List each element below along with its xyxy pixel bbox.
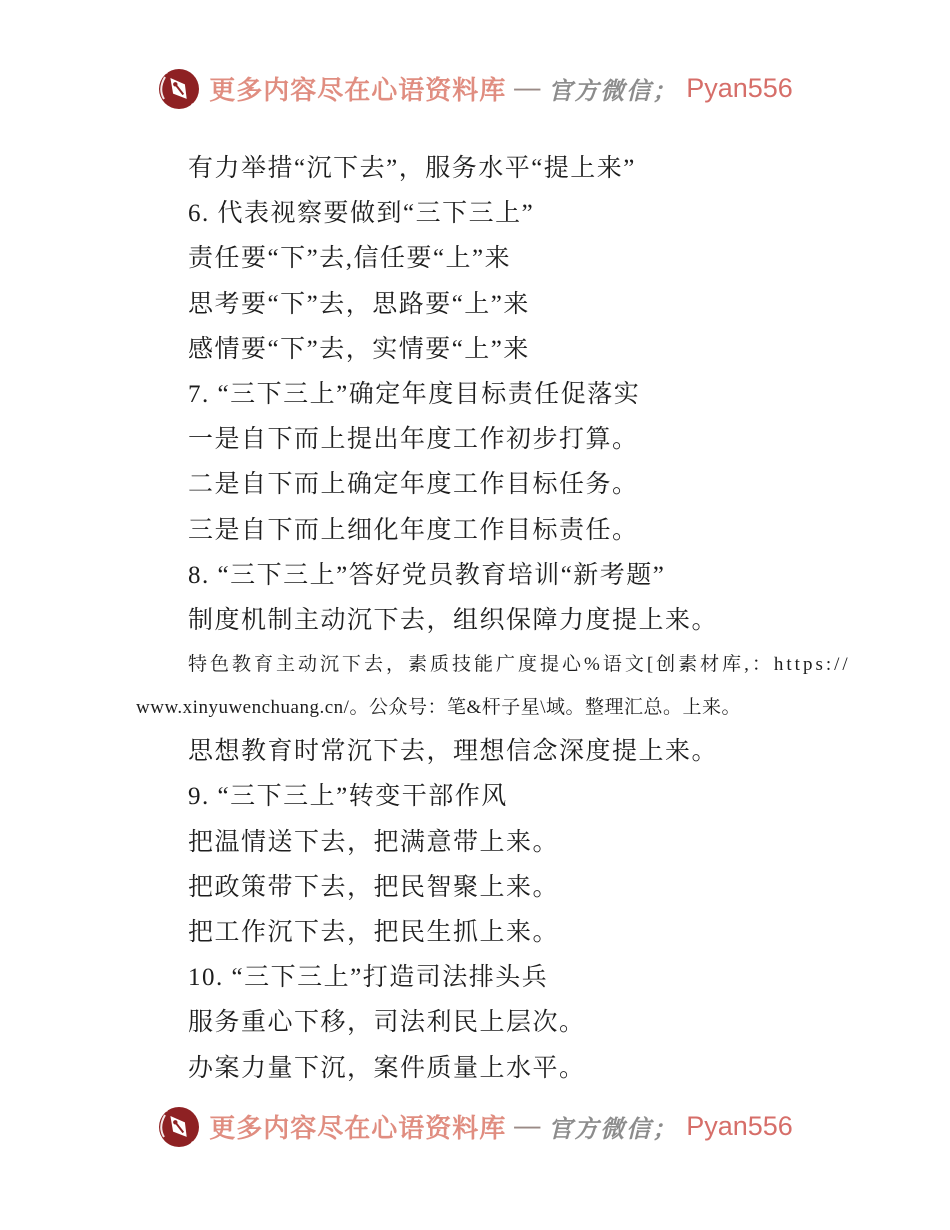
text-line: 8. “三下三上”答好党员教育培训“新考题” xyxy=(188,561,666,589)
text-line: 7. “三下三上”确定年度目标责任促落实 xyxy=(188,381,641,409)
brand-wechat-label: 官方微信； xyxy=(548,78,679,105)
brand-wechat-id: Pyan556 xyxy=(686,1110,793,1141)
text-line: 把工作沉下去，把民生抓上来。 xyxy=(188,919,560,947)
text-line: 把政策带下去，把民智聚上来。 xyxy=(188,873,560,901)
text-line: 感情要“下”去，实情要“上”来 xyxy=(188,335,530,363)
text-line: 制度机制主动沉下去，组织保障力度提上来。 xyxy=(188,607,719,635)
text-line: 一是自下而上提出年度工作初步打算。 xyxy=(188,426,639,454)
text-line: www.xinyuwenchuang.cn/。公众号：笔&杆子星\域。整理汇总。上来。 xyxy=(136,697,741,719)
pen-nib-seal-icon xyxy=(157,1100,201,1152)
text-line: 10. “三下三上”打造司法排头兵 xyxy=(188,964,549,992)
brand-site-text: 更多内容尽在心语资料库 xyxy=(209,75,507,105)
brand-dash: — xyxy=(514,1111,541,1140)
text-line: 6. 代表视察要做到“三下三上” xyxy=(188,200,535,228)
footer-branding xyxy=(0,1100,950,1152)
text-line: 服务重心下移，司法利民上层次。 xyxy=(188,1009,586,1037)
text-line: 把温情送下去，把满意带上来。 xyxy=(188,828,560,856)
brand-site-text: 更多内容尽在心语资料库 xyxy=(209,1113,507,1143)
pen-nib-seal-icon xyxy=(157,62,201,114)
text-line: 二是自下而上确定年度工作目标任务。 xyxy=(188,471,639,499)
header-branding xyxy=(0,62,950,114)
text-line: 办案力量下沉，案件质量上水平。 xyxy=(188,1054,586,1082)
text-line: 责任要“下”去,信任要“上”来 xyxy=(188,245,512,273)
brand-dash: — xyxy=(514,73,541,102)
text-line: 特色教育主动沉下去，素质技能广度提心%语文[创素材库,：https:// xyxy=(188,654,851,676)
brand-wechat-label: 官方微信； xyxy=(548,1116,679,1143)
text-line: 思想教育时常沉下去，理想信念深度提上来。 xyxy=(188,738,719,766)
text-line: 三是自下而上细化年度工作目标责任。 xyxy=(188,516,639,544)
text-line: 有力举措“沉下去”，服务水平“提上来” xyxy=(188,155,636,182)
document-body xyxy=(136,146,920,1091)
text-line: 思考要“下”去，思路要“上”来 xyxy=(188,290,530,318)
text-line: 9. “三下三上”转变干部作风 xyxy=(188,783,508,811)
brand-wechat-id: Pyan556 xyxy=(686,72,793,103)
